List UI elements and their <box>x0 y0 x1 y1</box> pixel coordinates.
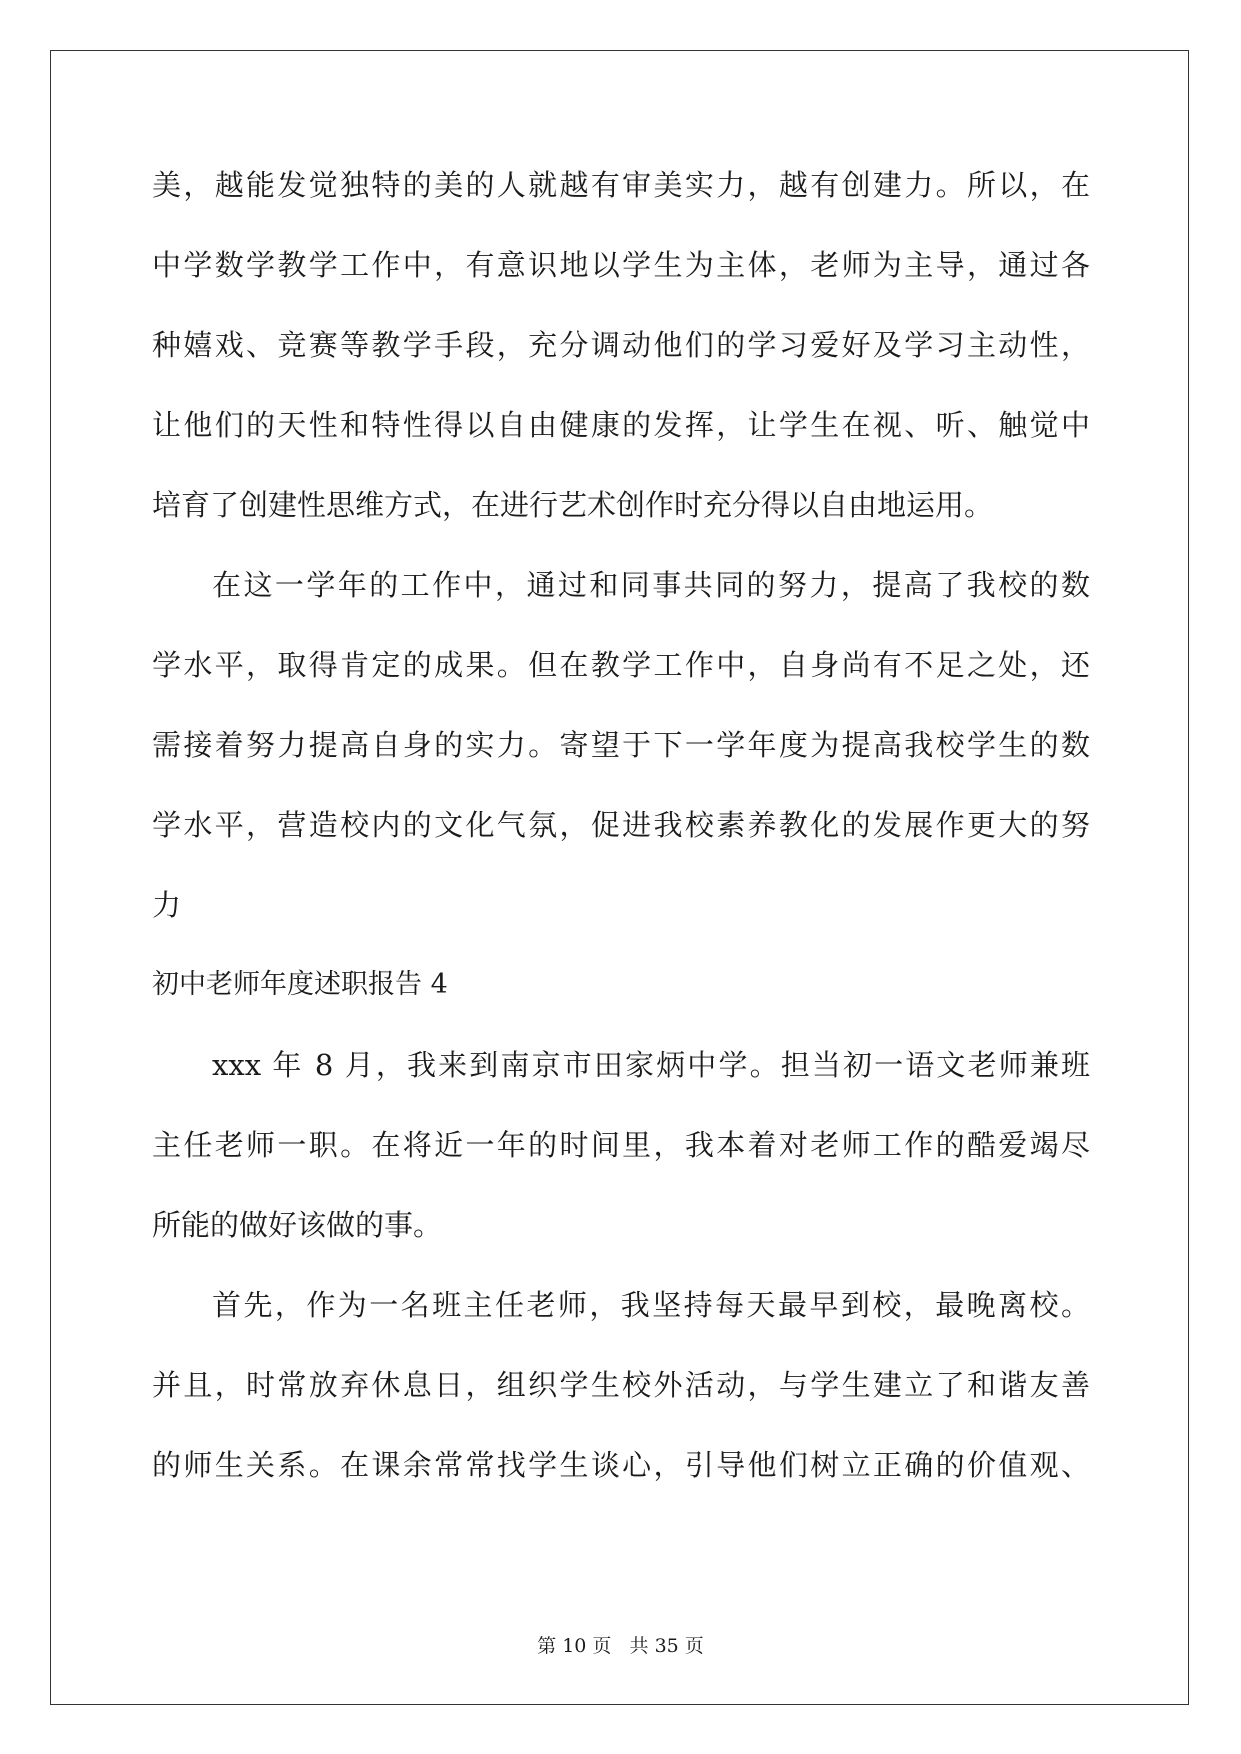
text-line: 让他们的天性和特性得以自由健康的发挥，让学生在视、听、触觉中 <box>152 408 1090 442</box>
text-line: 的师生关系。在课余常常找学生谈心，引导他们树立正确的价值观、 <box>152 1448 1090 1482</box>
text-line: 主任老师一职。在将近一年的时间里，我本着对老师工作的酷爱竭尽 <box>152 1128 1090 1162</box>
text-line: 中学数学教学工作中，有意识地以学生为主体，老师为主导，通过各 <box>152 248 1090 282</box>
document-body <box>152 165 1090 1525</box>
text-line: 学水平，营造校内的文化气氛，促进我校素养教化的发展作更大的努 <box>152 808 1090 842</box>
text-line: 力 <box>152 888 182 922</box>
text-line: 培育了创建性思维方式，在进行艺术创作时充分得以自由地运用。 <box>152 488 994 522</box>
text-line: 并且，时常放弃休息日，组织学生校外活动，与学生建立了和谐友善 <box>152 1368 1090 1402</box>
page-footer <box>0 1634 1241 1658</box>
text-line: 需接着努力提高自身的实力。寄望于下一学年度为提高我校学生的数 <box>152 728 1090 762</box>
page-number-label: 第 10 页 共 35 页 <box>537 1635 704 1657</box>
text-line: 所能的做好该做的事。 <box>152 1208 443 1242</box>
section-heading: 初中老师年度述职报告 4 <box>152 969 448 1000</box>
paragraph-first-line: xxx 年 8 月，我来到南京市田家炳中学。担当初一语文老师兼班 <box>212 1048 1090 1082</box>
text-line: 学水平，取得肯定的成果。但在教学工作中，自身尚有不足之处，还 <box>152 648 1090 682</box>
text-line: 美，越能发觉独特的美的人就越有审美实力，越有创建力。所以，在 <box>152 168 1090 202</box>
paragraph-first-line: 首先，作为一名班主任老师，我坚持每天最早到校，最晚离校。 <box>212 1288 1090 1322</box>
paragraph-first-line: 在这一学年的工作中，通过和同事共同的努力，提高了我校的数 <box>212 568 1090 602</box>
text-line: 种嬉戏、竞赛等教学手段，充分调动他们的学习爱好及学习主动性， <box>152 328 1090 362</box>
